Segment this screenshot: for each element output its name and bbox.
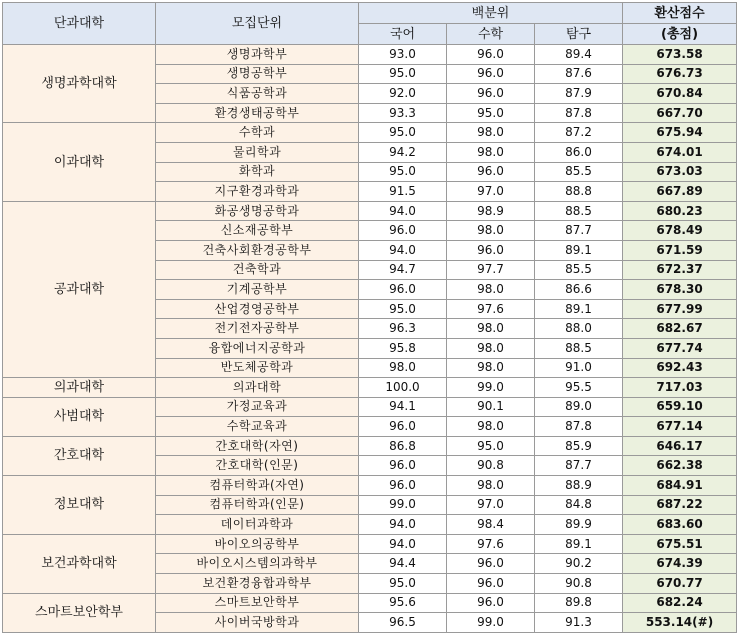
score-cell: 678.30 bbox=[623, 280, 737, 300]
score-cell: 676.73 bbox=[623, 64, 737, 84]
dept-cell: 생명공학부 bbox=[156, 64, 359, 84]
korean-cell: 94.4 bbox=[359, 554, 447, 574]
explore-cell: 90.8 bbox=[535, 574, 623, 594]
dept-cell: 사이버국방학과 bbox=[156, 613, 359, 633]
korean-cell: 96.5 bbox=[359, 613, 447, 633]
dept-cell: 바이오시스템의과학부 bbox=[156, 554, 359, 574]
explore-cell: 91.3 bbox=[535, 613, 623, 633]
dept-cell: 바이오의공학부 bbox=[156, 534, 359, 554]
explore-cell: 85.5 bbox=[535, 260, 623, 280]
explore-cell: 86.0 bbox=[535, 142, 623, 162]
math-cell: 96.0 bbox=[447, 554, 535, 574]
dept-cell: 식품공학과 bbox=[156, 84, 359, 104]
korean-cell: 94.7 bbox=[359, 260, 447, 280]
score-cell: 672.37 bbox=[623, 260, 737, 280]
explore-cell: 89.4 bbox=[535, 45, 623, 65]
score-cell: 674.01 bbox=[623, 142, 737, 162]
dept-cell: 건축학과 bbox=[156, 260, 359, 280]
score-cell: 677.14 bbox=[623, 417, 737, 437]
table-body bbox=[3, 45, 737, 633]
korean-cell: 94.2 bbox=[359, 142, 447, 162]
math-cell: 96.0 bbox=[447, 64, 535, 84]
score-cell: 673.58 bbox=[623, 45, 737, 65]
header-dept: 모집단위 bbox=[156, 3, 359, 45]
college-cell: 사범대학 bbox=[3, 397, 156, 436]
dept-cell: 보건환경융합과학부 bbox=[156, 574, 359, 594]
score-cell: 677.74 bbox=[623, 338, 737, 358]
header-math: 수학 bbox=[447, 24, 535, 45]
math-cell: 98.0 bbox=[447, 142, 535, 162]
table-header bbox=[3, 3, 737, 45]
table-row bbox=[3, 534, 737, 554]
college-cell: 생명과학대학 bbox=[3, 45, 156, 123]
college-cell: 스마트보안학부 bbox=[3, 593, 156, 632]
math-cell: 96.0 bbox=[447, 593, 535, 613]
dept-cell: 의과대학 bbox=[156, 378, 359, 398]
table-row bbox=[3, 397, 737, 417]
korean-cell: 94.0 bbox=[359, 240, 447, 260]
explore-cell: 84.8 bbox=[535, 495, 623, 515]
score-cell: 646.17 bbox=[623, 436, 737, 456]
math-cell: 98.4 bbox=[447, 515, 535, 535]
dept-cell: 전기전자공학부 bbox=[156, 319, 359, 339]
korean-cell: 95.0 bbox=[359, 162, 447, 182]
score-cell: 692.43 bbox=[623, 358, 737, 378]
score-cell: 682.67 bbox=[623, 319, 737, 339]
explore-cell: 87.6 bbox=[535, 64, 623, 84]
dept-cell: 수학과 bbox=[156, 123, 359, 143]
math-cell: 98.0 bbox=[447, 358, 535, 378]
explore-cell: 87.8 bbox=[535, 103, 623, 123]
explore-cell: 90.2 bbox=[535, 554, 623, 574]
korean-cell: 96.3 bbox=[359, 319, 447, 339]
explore-cell: 88.8 bbox=[535, 182, 623, 202]
college-cell: 보건과학대학 bbox=[3, 534, 156, 593]
table-row bbox=[3, 436, 737, 456]
math-cell: 96.0 bbox=[447, 574, 535, 594]
dept-cell: 간호대학(자연) bbox=[156, 436, 359, 456]
korean-cell: 92.0 bbox=[359, 84, 447, 104]
korean-cell: 95.6 bbox=[359, 593, 447, 613]
math-cell: 90.8 bbox=[447, 456, 535, 476]
header-score-sub: (총점) bbox=[623, 24, 737, 45]
korean-cell: 95.0 bbox=[359, 574, 447, 594]
explore-cell: 89.9 bbox=[535, 515, 623, 535]
dept-cell: 수학교육과 bbox=[156, 417, 359, 437]
korean-cell: 95.0 bbox=[359, 64, 447, 84]
korean-cell: 91.5 bbox=[359, 182, 447, 202]
math-cell: 97.7 bbox=[447, 260, 535, 280]
score-cell: 675.94 bbox=[623, 123, 737, 143]
score-cell: 675.51 bbox=[623, 534, 737, 554]
math-cell: 97.6 bbox=[447, 299, 535, 319]
dept-cell: 컴퓨터학과(인문) bbox=[156, 495, 359, 515]
dept-cell: 컴퓨터학과(자연) bbox=[156, 476, 359, 496]
math-cell: 96.0 bbox=[447, 45, 535, 65]
explore-cell: 89.8 bbox=[535, 593, 623, 613]
explore-cell: 95.5 bbox=[535, 378, 623, 398]
korean-cell: 93.0 bbox=[359, 45, 447, 65]
score-cell: 662.38 bbox=[623, 456, 737, 476]
korean-cell: 99.0 bbox=[359, 495, 447, 515]
explore-cell: 88.9 bbox=[535, 476, 623, 496]
korean-cell: 94.0 bbox=[359, 515, 447, 535]
admission-score-table bbox=[2, 2, 737, 633]
math-cell: 96.0 bbox=[447, 162, 535, 182]
college-cell: 간호대학 bbox=[3, 436, 156, 475]
korean-cell: 100.0 bbox=[359, 378, 447, 398]
explore-cell: 87.8 bbox=[535, 417, 623, 437]
korean-cell: 93.3 bbox=[359, 103, 447, 123]
explore-cell: 88.5 bbox=[535, 201, 623, 221]
score-cell: 667.70 bbox=[623, 103, 737, 123]
table-row bbox=[3, 476, 737, 496]
table-row bbox=[3, 123, 737, 143]
korean-cell: 94.0 bbox=[359, 201, 447, 221]
math-cell: 99.0 bbox=[447, 378, 535, 398]
college-cell: 의과대학 bbox=[3, 378, 156, 398]
explore-cell: 91.0 bbox=[535, 358, 623, 378]
dept-cell: 기계공학부 bbox=[156, 280, 359, 300]
header-explore: 탐구 bbox=[535, 24, 623, 45]
explore-cell: 89.1 bbox=[535, 299, 623, 319]
table-row bbox=[3, 593, 737, 613]
score-cell: 553.14(#) bbox=[623, 613, 737, 633]
math-cell: 98.0 bbox=[447, 476, 535, 496]
score-cell: 670.84 bbox=[623, 84, 737, 104]
header-college: 단과대학 bbox=[3, 3, 156, 45]
korean-cell: 98.0 bbox=[359, 358, 447, 378]
explore-cell: 87.9 bbox=[535, 84, 623, 104]
math-cell: 95.0 bbox=[447, 436, 535, 456]
math-cell: 96.0 bbox=[447, 84, 535, 104]
explore-cell: 89.1 bbox=[535, 534, 623, 554]
korean-cell: 96.0 bbox=[359, 456, 447, 476]
score-cell: 677.99 bbox=[623, 299, 737, 319]
header-percentile: 백분위 bbox=[359, 3, 623, 24]
math-cell: 98.0 bbox=[447, 221, 535, 241]
dept-cell: 산업경영공학부 bbox=[156, 299, 359, 319]
score-cell: 674.39 bbox=[623, 554, 737, 574]
korean-cell: 94.1 bbox=[359, 397, 447, 417]
dept-cell: 간호대학(인문) bbox=[156, 456, 359, 476]
college-cell: 이과대학 bbox=[3, 123, 156, 201]
dept-cell: 융합에너지공학과 bbox=[156, 338, 359, 358]
korean-cell: 94.0 bbox=[359, 534, 447, 554]
math-cell: 98.0 bbox=[447, 338, 535, 358]
math-cell: 98.0 bbox=[447, 280, 535, 300]
explore-cell: 89.1 bbox=[535, 240, 623, 260]
math-cell: 97.0 bbox=[447, 495, 535, 515]
score-cell: 673.03 bbox=[623, 162, 737, 182]
math-cell: 90.1 bbox=[447, 397, 535, 417]
score-cell: 683.60 bbox=[623, 515, 737, 535]
explore-cell: 85.5 bbox=[535, 162, 623, 182]
score-cell: 670.77 bbox=[623, 574, 737, 594]
explore-cell: 87.7 bbox=[535, 221, 623, 241]
table-row bbox=[3, 45, 737, 65]
score-cell: 659.10 bbox=[623, 397, 737, 417]
explore-cell: 88.0 bbox=[535, 319, 623, 339]
score-cell: 667.89 bbox=[623, 182, 737, 202]
math-cell: 98.0 bbox=[447, 123, 535, 143]
college-cell: 정보대학 bbox=[3, 476, 156, 535]
explore-cell: 86.6 bbox=[535, 280, 623, 300]
korean-cell: 96.0 bbox=[359, 476, 447, 496]
dept-cell: 생명과학부 bbox=[156, 45, 359, 65]
math-cell: 98.0 bbox=[447, 319, 535, 339]
score-cell: 678.49 bbox=[623, 221, 737, 241]
math-cell: 95.0 bbox=[447, 103, 535, 123]
score-cell: 684.91 bbox=[623, 476, 737, 496]
score-cell: 682.24 bbox=[623, 593, 737, 613]
score-cell: 680.23 bbox=[623, 201, 737, 221]
explore-cell: 87.2 bbox=[535, 123, 623, 143]
math-cell: 98.9 bbox=[447, 201, 535, 221]
dept-cell: 물리학과 bbox=[156, 142, 359, 162]
korean-cell: 95.0 bbox=[359, 123, 447, 143]
table-row bbox=[3, 201, 737, 221]
score-cell: 687.22 bbox=[623, 495, 737, 515]
dept-cell: 스마트보안학부 bbox=[156, 593, 359, 613]
korean-cell: 86.8 bbox=[359, 436, 447, 456]
math-cell: 96.0 bbox=[447, 240, 535, 260]
korean-cell: 96.0 bbox=[359, 417, 447, 437]
math-cell: 99.0 bbox=[447, 613, 535, 633]
dept-cell: 데이터과학과 bbox=[156, 515, 359, 535]
dept-cell: 신소재공학부 bbox=[156, 221, 359, 241]
dept-cell: 화학과 bbox=[156, 162, 359, 182]
math-cell: 97.6 bbox=[447, 534, 535, 554]
math-cell: 97.0 bbox=[447, 182, 535, 202]
korean-cell: 96.0 bbox=[359, 280, 447, 300]
dept-cell: 건축사회환경공학부 bbox=[156, 240, 359, 260]
korean-cell: 96.0 bbox=[359, 221, 447, 241]
header-score: 환산점수 bbox=[623, 3, 737, 24]
dept-cell: 가정교육과 bbox=[156, 397, 359, 417]
dept-cell: 반도체공학과 bbox=[156, 358, 359, 378]
explore-cell: 85.9 bbox=[535, 436, 623, 456]
table-row bbox=[3, 378, 737, 398]
dept-cell: 환경생태공학부 bbox=[156, 103, 359, 123]
header-korean: 국어 bbox=[359, 24, 447, 45]
dept-cell: 화공생명공학과 bbox=[156, 201, 359, 221]
explore-cell: 89.0 bbox=[535, 397, 623, 417]
explore-cell: 88.5 bbox=[535, 338, 623, 358]
math-cell: 98.0 bbox=[447, 417, 535, 437]
korean-cell: 95.8 bbox=[359, 338, 447, 358]
score-cell: 671.59 bbox=[623, 240, 737, 260]
dept-cell: 지구환경과학과 bbox=[156, 182, 359, 202]
korean-cell: 95.0 bbox=[359, 299, 447, 319]
score-cell: 717.03 bbox=[623, 378, 737, 398]
college-cell: 공과대학 bbox=[3, 201, 156, 377]
explore-cell: 87.7 bbox=[535, 456, 623, 476]
